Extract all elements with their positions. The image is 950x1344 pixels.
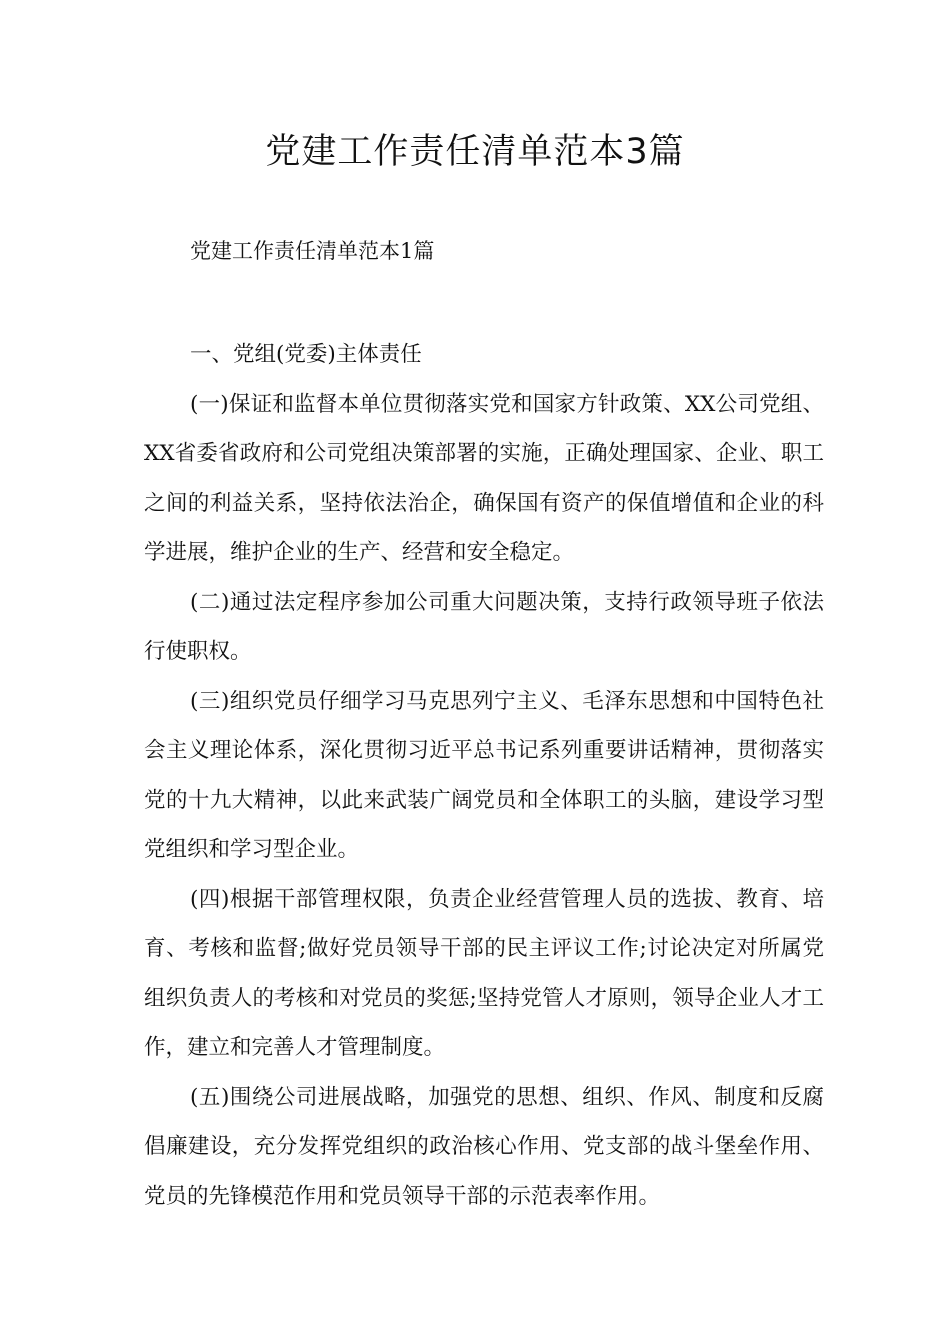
paragraph-section-heading: 一、党组(党委)主体责任 — [190, 342, 422, 367]
document-subtitle: 党建工作责任清单范本1篇 — [190, 239, 435, 263]
document-body — [144, 330, 824, 1221]
paragraph-item-4: (四)根据干部管理权限，负责企业经营管理人员的选拔、教育、培育、考核和监督;做好党员领导干部的民主评议工作;讨论决定对所属党组织负责人的考核和对党员的奖惩;坚持党管人才原则，领导企业人才工作，建立和完善人才管理制度。 — [144, 886, 824, 1060]
paragraph-item-2: (二)通过法定程序参加公司重大问题决策，支持行政领导班子依法行使职权。 — [144, 589, 824, 664]
paragraph-item-1: (一)保证和监督本单位贯彻落实党和国家方针政策、XX公司党组、XX省委省政府和公司党组决策部署的实施，正确处理国家、企业、职工之间的利益关系，坚持依法治企，确保国有资产的保值增值和企业的科学进展，维护企业的生产、经营和安全稳定。 — [144, 391, 824, 565]
paragraph-item-3: (三)组织党员仔细学习马克思列宁主义、毛泽东思想和中国特色社会主义理论体系，深化贯彻习近平总书记系列重要讲话精神，贯彻落实党的十九大精神，以此来武装广阔党员和全体职工的头脑，建设学习型党组织和学习型企业。 — [144, 688, 824, 862]
document-title: 党建工作责任清单范本3篇 — [265, 132, 685, 172]
paragraph-item-5: (五)围绕公司进展战略，加强党的思想、组织、作风、制度和反腐倡廉建设，充分发挥党组织的政治核心作用、党支部的战斗堡垒作用、党员的先锋模范作用和党员领导干部的示范表率作用。 — [144, 1084, 824, 1209]
